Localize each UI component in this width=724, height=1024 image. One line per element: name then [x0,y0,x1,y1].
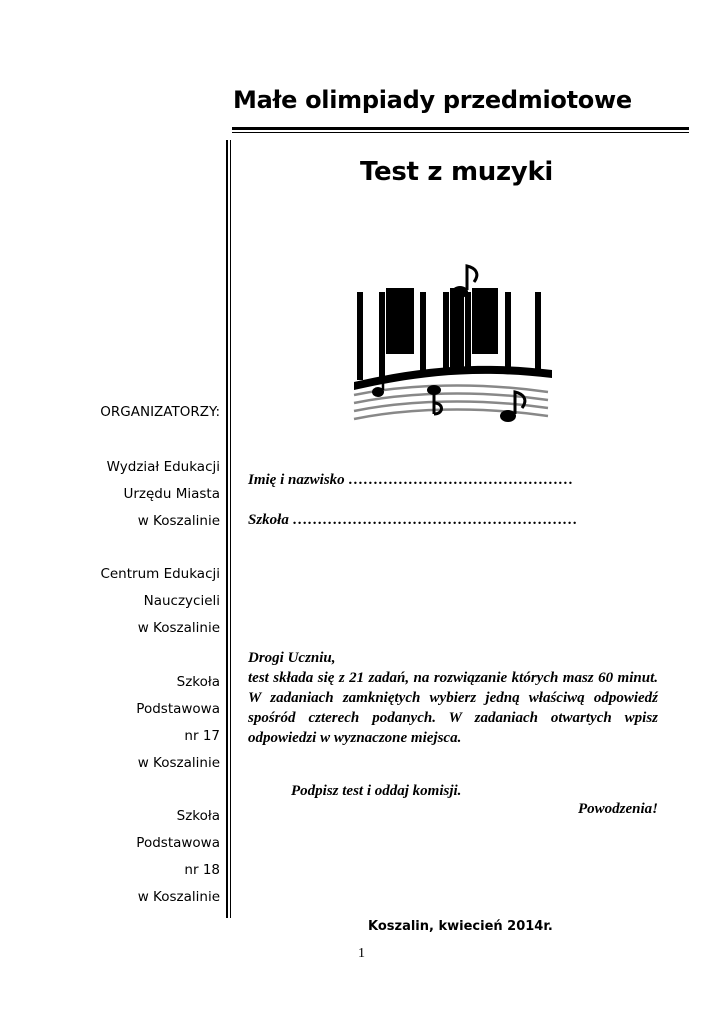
letter-sign-instruction: Podpisz test i oddaj komisji. [291,783,462,799]
organizer-line: Szkoła [176,674,220,690]
page-number: 1 [358,946,365,961]
organizer-line: Centrum Edukacji [100,566,220,582]
organizer-line: Wydział Edukacji [106,459,220,475]
organizer-line: w Koszalinie [137,513,220,529]
organizer-line: Nauczycieli [143,593,220,609]
organizers-heading: ORGANIZATORZY: [100,404,220,420]
organizer-line: Szkoła [176,808,220,824]
organizer-line: Urzędu Miasta [123,486,220,502]
organizer-line: Podstawowa [136,701,220,717]
header-rule-thin [232,132,689,133]
test-title: Test z muzyki [360,157,554,187]
piano-keys-music-notes-icon [348,258,558,428]
organizer-line: Podstawowa [136,835,220,851]
organizer-line: w Koszalinie [137,889,220,905]
organizer-line: nr 17 [184,728,220,744]
sidebar-divider-line [226,140,228,918]
sidebar-divider-line-thin [230,140,231,918]
letter-body: test składa się z 21 zadań, na rozwiązanie których masz 60 minut. W zadaniach zamkniętych wybierz jedną właściwą odpowiedź spośród czterech podanych. W zadaniach otwartych wpisz odpowiedzi w wyznaczone miejsca. [248,670,658,746]
letter-closing: Powodzenia! [577,801,658,817]
footer-place-date: Koszalin, kwiecień 2014r. [368,919,553,934]
organizer-line: w Koszalinie [137,755,220,771]
school-field-line[interactable]: Szkoła ………………………………………………… [248,512,578,528]
organizer-line: w Koszalinie [137,620,220,636]
instructions-letter [248,648,658,748]
organizer-line: nr 18 [184,862,220,878]
document-header-title: Małe olimpiady przedmiotowe [233,86,632,114]
header-rule-thick [232,127,689,130]
letter-greeting: Drogi Uczniu, [248,650,336,666]
name-field-line[interactable]: Imię i nazwisko ……………………………………… [248,472,574,488]
